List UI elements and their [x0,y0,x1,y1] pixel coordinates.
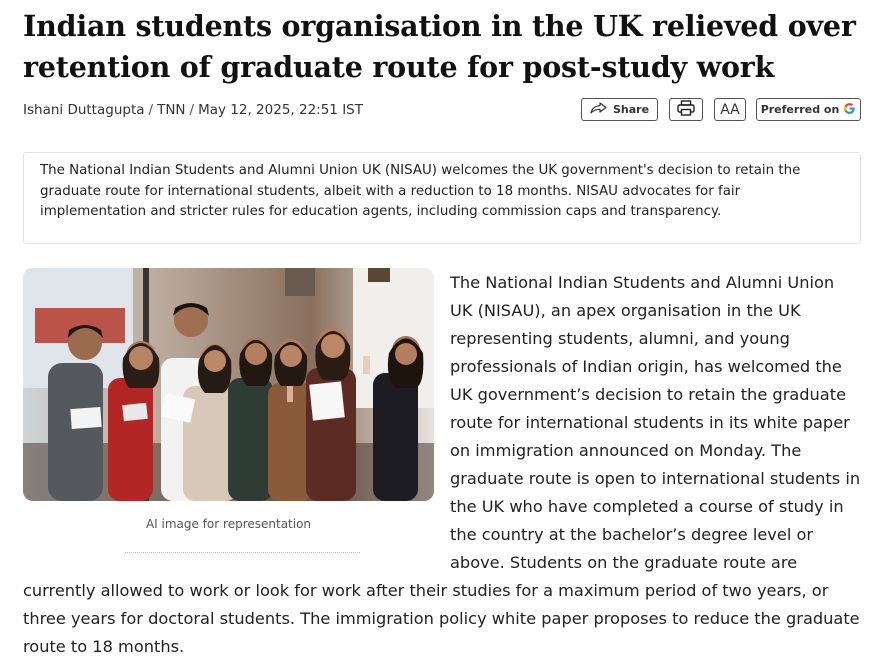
body-line: The National Indian Students and Alumni Union [450,273,835,292]
headline-line-1: Indian students organisation in the UK relieved over [23,9,856,43]
article-body-side [450,269,860,577]
author-name[interactable]: Ishani Duttagupta [23,102,145,118]
printer-icon [677,100,695,119]
share-icon [590,102,607,117]
body-line: graduate route is open to international students in [450,469,861,488]
body-line: professionals of Indian origin, has welcomed the [450,357,842,376]
body-line: UK (NISAU), an apex organisation in the UK [450,301,801,320]
body-line: currently allowed to work or look for work after their studies for a maximum period of two years, or [23,581,829,600]
group-photo-illustration [23,268,434,501]
byline-separator: / [189,102,195,118]
share-label: Share [612,103,650,116]
body-line: UK government’s decision to retain the graduate [450,385,847,404]
article-photo[interactable] [23,268,434,501]
font-size-label: AA [720,101,740,118]
font-size-button[interactable] [714,98,746,121]
body-line: three years for doctoral students. The immigration policy white paper proposes to reduce the graduate [23,609,860,628]
body-line: on immigration announced on Monday. The [450,441,802,460]
photo-caption: AI image for representation [145,517,312,531]
headline-line-2: retention of graduate route for post-study work [23,50,775,84]
byline-separator: / [148,102,154,118]
body-line: above. Students on the graduate route are [450,553,798,572]
share-button[interactable] [581,98,658,121]
preferred-label: Preferred on [760,103,840,116]
byline [23,102,363,118]
summary-text: The National Indian Students and Alumni Union UK (NISAU) welcomes the UK government's decision to retain the graduate route for international students, albeit with a reduction to 18 months. NISAU advocates for fair implementation and stricter rules for education agents, including commission caps and transparency. [40,163,801,219]
source-name: TNN [157,102,186,118]
body-line: the country at the bachelor’s degree level or [450,525,814,544]
caption-divider [125,552,360,553]
article-body-full [23,577,863,661]
body-line: representing students, alumni, and young [450,329,790,348]
body-line: route to 18 months. [23,637,185,656]
publish-date: May 12, 2025, 22:51 IST [198,102,363,118]
article-headline [23,6,863,88]
google-g-icon [843,102,856,118]
body-line: route for international students in its white paper [450,413,850,432]
body-line: the UK who have completed a course of study in [450,497,844,516]
print-button[interactable] [669,98,703,121]
preferred-on-google-button[interactable] [756,98,861,121]
byline-row [23,96,863,126]
article-summary-box [23,152,861,244]
